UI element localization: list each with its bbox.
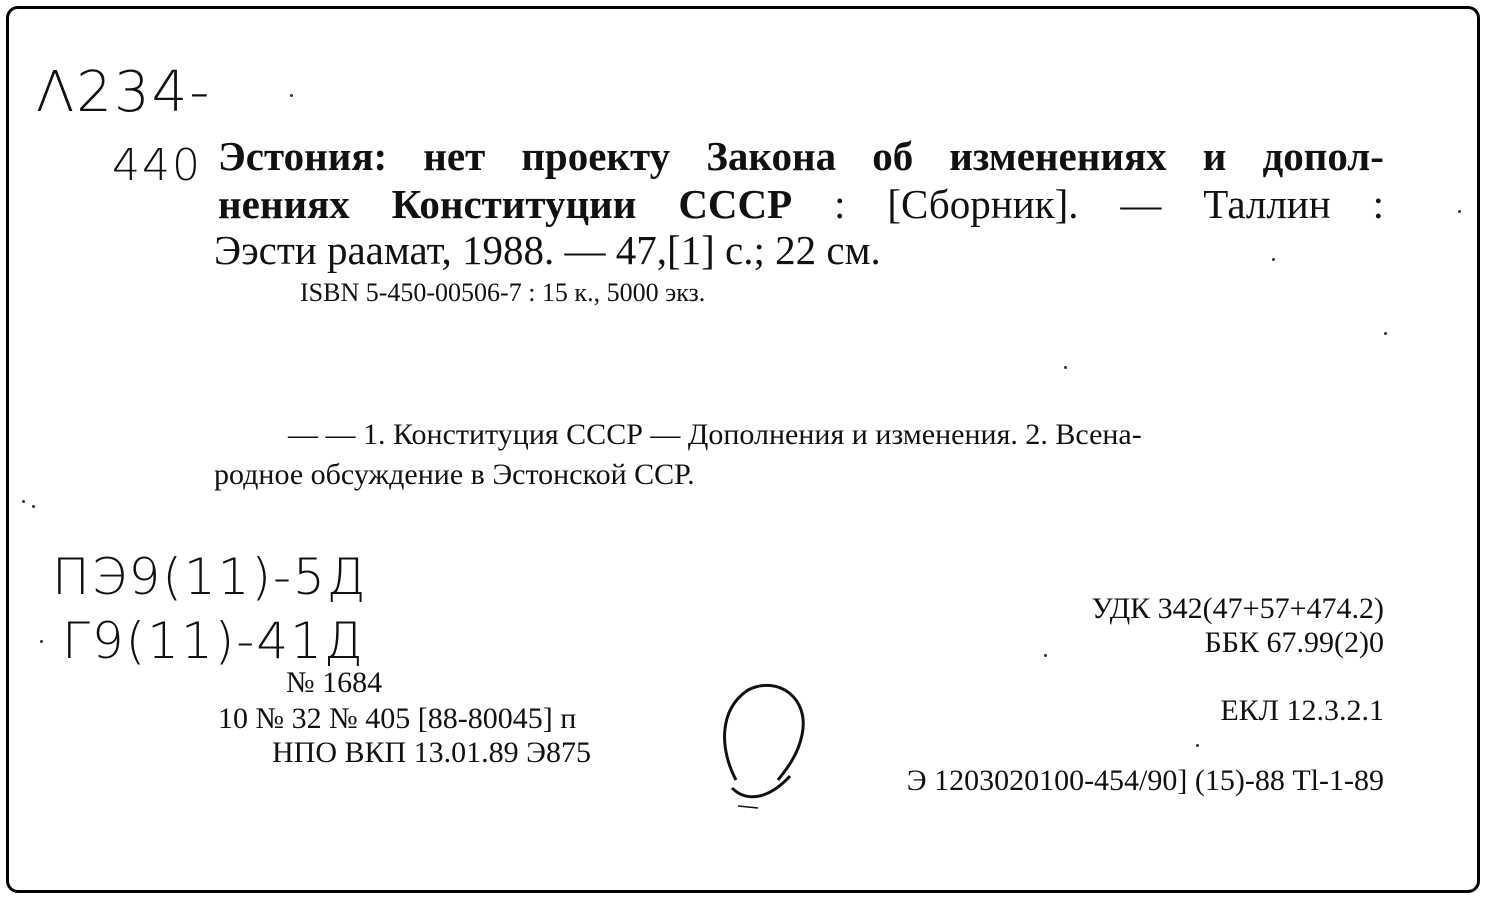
handwritten-shelf-mark-2: 440 [112, 140, 202, 191]
printer-line: НПО ВКП 13.01.89 Э875 [272, 736, 591, 769]
card-number: № 1684 [286, 666, 383, 699]
entry-title-line-2: нениях Конституции СССР : [Сборник]. — Таллин : [218, 181, 1384, 227]
speck-7 [40, 640, 43, 643]
entry-subjects-line-2: родное обсуждение в Эстонской ССР. [214, 458, 695, 491]
entry-imprint: Ээсти раамат, 1988. — 47,[1] с.; 22 см. [214, 227, 881, 273]
speck-4 [1272, 258, 1275, 261]
entry-title-line-1: Эстония: нет проекту Закона об изменениях и допол- [218, 133, 1384, 179]
speck-1 [290, 94, 293, 97]
publisher-code: Э 1203020100-454/90] (15)-88 Tl-1-89 [906, 764, 1384, 797]
entry-isbn: ISBN 5-450-00506-7 : 15 к., 5000 экз. [300, 278, 706, 307]
speck-9 [1196, 744, 1199, 747]
speck-10 [1064, 366, 1067, 369]
speck-6 [32, 505, 35, 508]
speck-5 [22, 500, 25, 503]
order-line: 10 № 32 № 405 [88-80045] п [218, 702, 577, 735]
handwritten-bbk-note-1: ΠЭ9(11)-5Д [52, 548, 368, 606]
handwritten-shelf-mark-1: Λ234- [36, 60, 212, 125]
handwritten-bbk-note-2: Γ9(11)-41Д [62, 612, 365, 670]
stamp-outline-icon [718, 680, 818, 810]
bbk-code: ББК 67.99(2)0 [1204, 626, 1384, 659]
speck-2 [1384, 332, 1387, 335]
speck-8 [1044, 654, 1047, 657]
ekl-code: ЕКЛ 12.3.2.1 [1220, 694, 1384, 727]
speck-3 [1458, 210, 1461, 213]
udk-code: УДК 342(47+57+474.2) [1091, 592, 1384, 625]
entry-subjects-line-1: — — 1. Конституция СССР — Дополнения и изменения. 2. Всена- [288, 418, 1142, 451]
